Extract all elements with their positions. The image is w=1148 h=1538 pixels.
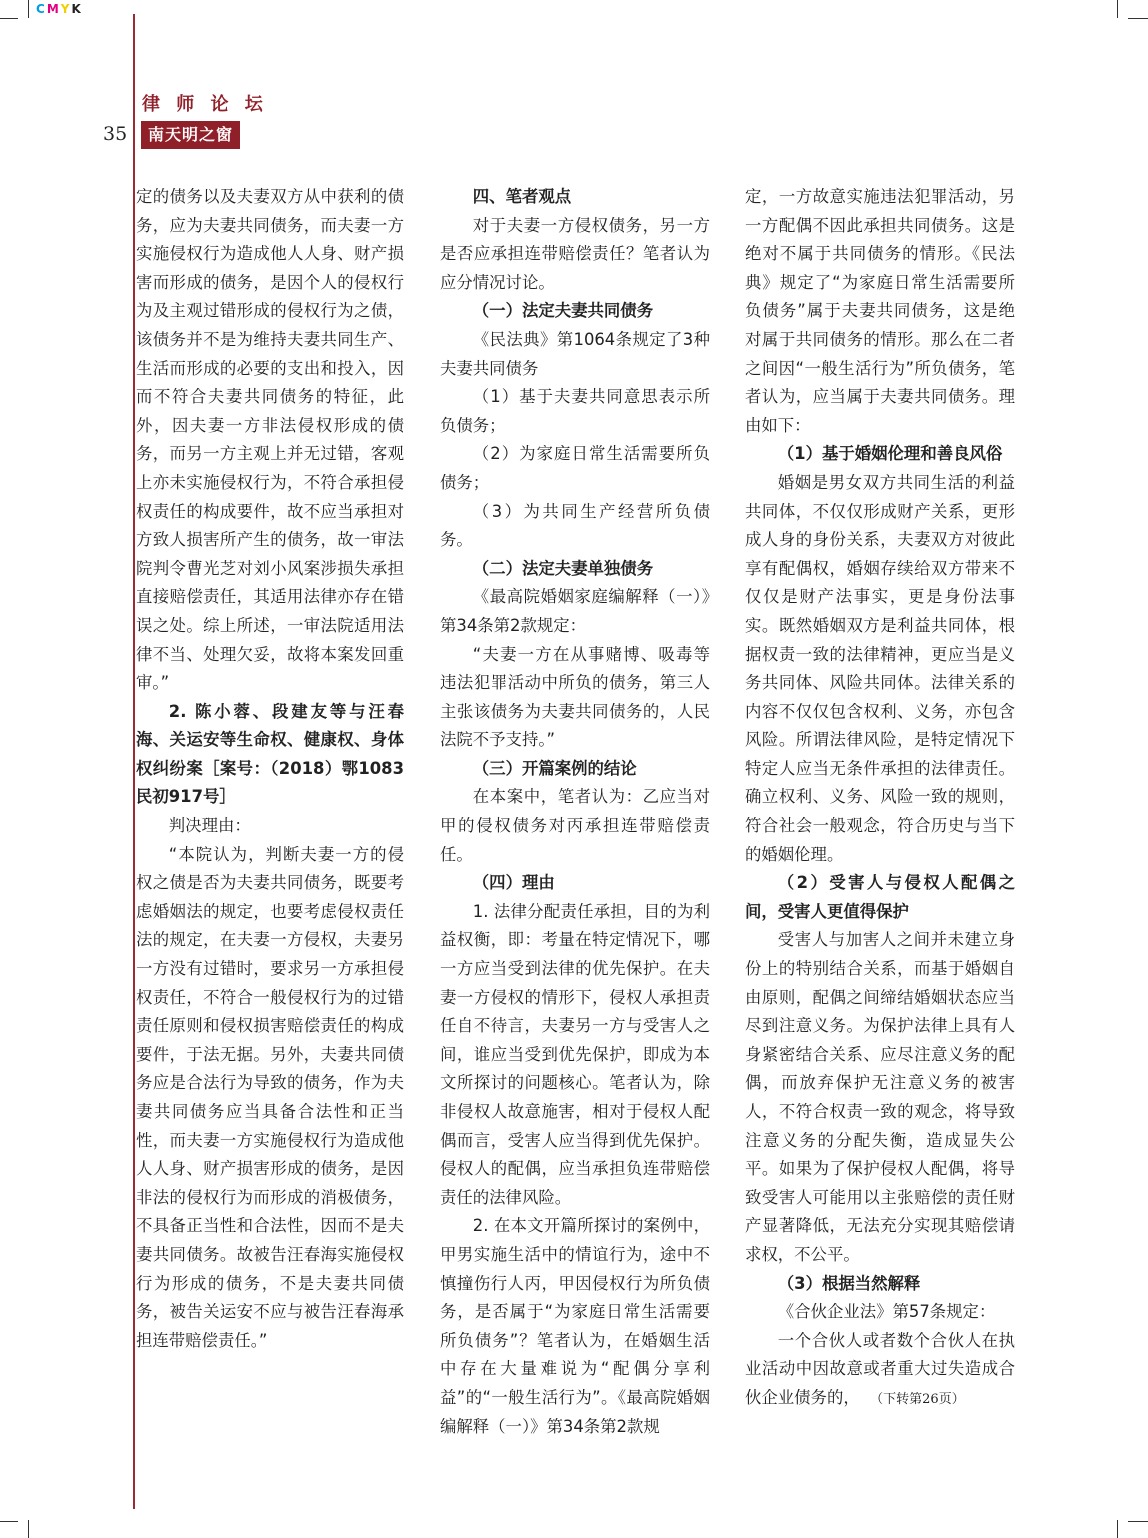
subheading: （3）根据当然解释 — [777, 1273, 921, 1293]
text-column-3 — [745, 183, 1015, 1415]
paragraph — [745, 1327, 1015, 1415]
color-registration-bar: CMYK — [36, 2, 83, 16]
crop-mark — [1117, 1520, 1118, 1538]
page-number: 35 — [103, 123, 128, 145]
list-item: （2）为家庭日常生活需要所负债务； — [440, 444, 710, 492]
subheading: （1）基于婚姻伦理和善良风俗 — [777, 444, 1003, 464]
quote-paragraph: “本院认为，判断夫妻一方的侵权之债是否为夫妻共同债务，既要考虑婚姻法的规定，也要考虑侵权责任法的规定，在夫妻一方侵权，夫妻另一方没有过错时，要求另一方承担侵权责任，不符合一般侵权行为的过错责任原则和侵权损害赔偿责任的构成要件，于法无据。另外，夫妻共同债务应是合法行为导致的债务，作为夫妻共同债务应当具备合法性和正当性，而夫妻一方实施侵权行为造成他人人身、财产损害形成的债务，是因非法的侵权行为而形成的消极债务，不具备正当性和合法性，因而不是夫妻共同债务。故被告汪春海实施侵权行为形成的债务，不是夫妻共同债务，被告关运安不应与被告汪春海承担连带赔偿责任。” — [136, 844, 404, 1350]
text-column-2 — [440, 183, 710, 1441]
crop-mark — [28, 1520, 29, 1538]
paragraph: 2. 在本文开篇所探讨的案例中，甲男实施生活中的情谊行为，途中不慎撞伤行人丙，甲因侵权行为所负债务，是否属于“为家庭日常生活需要所负债务”？笔者认为，在婚姻生活中存在大量难说为“配偶分享利益”的“一般生活行为”。《最高院婚姻编解释（一）》第34条第2款规 — [440, 1216, 710, 1436]
subheading: （2）受害人与侵权人配偶之间，受害人更值得保护 — [745, 873, 1015, 921]
paragraph: 定的债务以及夫妻双方从中获利的债务，应为夫妻共同债务，而夫妻一方实施侵权行为造成他人人身、财产损害而形成的债务，是因个人的侵权行为及主观过错形成的侵权行为之债，该债务并不是为维持夫妻共同生产、生活而形成的必要的支出和投入，因而不符合夫妻共同债务的特征，此外，因夫妻一方非法侵权形成的债务，而另一方主观上并无过错，客观上亦未实施侵权行为，不符合承担侵权责任的构成要件，故不应当承担对方致人损害所产生的债务，故一审法院判令曹光芝对刘小风案涉损失承担直接赔偿责任，其适用法律亦存在错误之处。综上所述，一审法院适用法律不当、处理欠妥，故将本案发回重审。” — [136, 187, 404, 693]
text-column-1 — [136, 183, 404, 1355]
crop-mark — [1117, 0, 1118, 18]
column-badge: 南天明之窗 — [141, 121, 240, 149]
crop-mark — [1128, 18, 1148, 19]
paragraph: 对于夫妻一方侵权债务，另一方是否应承担连带赔偿责任？笔者认为应分情况讨论。 — [440, 215, 710, 292]
subheading: （三）开篇案例的结论 — [472, 758, 637, 778]
case-heading: 2. 陈小蓉、段建友等与汪春海、关运安等生命权、健康权、身体权纠纷案［案号：（2018）鄂1083民初917号］ — [136, 701, 404, 807]
crop-mark — [0, 18, 18, 19]
paragraph-text: 一个合伙人或者数个合伙人在执业活动中因故意或者重大过失造成合伙企业债务的， — [745, 1330, 1015, 1407]
quote-paragraph: “夫妻一方在从事赌博、吸毒等违法犯罪活动中所负的债务，第三人主张该债务为夫妻共同债务的，人民法院不予支持。” — [440, 644, 710, 750]
margin-rule — [133, 14, 135, 1509]
list-item: （3）为共同生产经营所负债务。 — [440, 501, 710, 550]
list-item: （1）基于夫妻共同意思表示所负债务； — [440, 387, 710, 435]
paragraph: 在本案中，笔者认为：乙应当对甲的侵权债务对丙承担连带赔偿责任。 — [440, 787, 710, 864]
crop-mark — [28, 0, 29, 18]
paragraph: 受害人与加害人之间并未建立身份上的特别结合关系，而基于婚姻自由原则，配偶之间缔结婚姻状态应当尽到注意义务。为保护法律上具有人身紧密结合关系、应尽注意义务的配偶，而放弃保护无注意义务的被害人，不符合权责一致的观念，将导致注意义务的分配失衡，造成显失公平。如果为了保护侵权人配偶，将导致受害人可能用以主张赔偿的责任财产显著降低，无法充分实现其赔偿请求权，不公平。 — [745, 930, 1015, 1264]
section-title: 律 师 论 坛 — [142, 94, 268, 115]
paragraph: 定，一方故意实施违法犯罪活动，另一方配偶不因此承担共同债务。这是绝对不属于共同债务的情形。《民法典》规定了“为家庭日常生活需要所负债务”属于夫妻共同债务，这是绝对属于共同债务的情形。那么在二者之间因“一般生活行为”所负债务，笔者认为，应当属于夫妻共同债务。理由如下： — [745, 187, 1015, 435]
paragraph: 《民法典》第1064条规定了3种夫妻共同债务 — [440, 329, 710, 378]
paragraph: 1. 法律分配责任承担，目的为利益权衡，即：考量在特定情况下，哪一方应当受到法律的优先保护。在夫妻一方侵权的情形下，侵权人承担责任自不待言，夫妻另一方与受害人之间，谁应当受到优先保护，即成为本文所探讨的问题核心。笔者认为，除非侵权人故意施害，相对于侵权人配偶而言，受害人应当得到优先保护。侵权人的配偶，应当承担负连带赔偿责任的法律风险。 — [440, 901, 710, 1207]
paragraph: 判决理由： — [168, 816, 251, 836]
paragraph: 《最高院婚姻家庭编解释（一）》第34条第2款规定： — [440, 587, 710, 635]
crop-mark — [1128, 1521, 1148, 1522]
subheading: （二）法定夫妻单独债务 — [472, 558, 654, 578]
paragraph: 婚姻是男女双方共同生活的利益共同体，不仅仅形成财产关系，更形成人身的身份关系，夫妻双方对彼此享有配偶权，婚姻存续给双方带来不仅仅是财产法事实，更是身份法事实。既然婚姻双方是利益共同体，根据权责一致的法律精神，更应当是义务共同体、风险共同体。法律关系的内容不仅仅包含权利、义务，亦包含风险。所谓法律风险，是特定情况下特定人应当无条件承担的法律责任。确立权利、义务、风险一致的规则，符合社会一般观念，符合历史与当下的婚姻伦理。 — [745, 472, 1015, 864]
subheading: （四）理由 — [472, 873, 555, 893]
subheading: （一）法定夫妻共同债务 — [472, 301, 654, 321]
paragraph: 《合伙企业法》第57条规定： — [777, 1302, 996, 1322]
crop-mark — [0, 1521, 18, 1522]
continuation-note: （下转第26页） — [870, 1391, 965, 1407]
section-heading: 四、笔者观点 — [472, 187, 572, 206]
